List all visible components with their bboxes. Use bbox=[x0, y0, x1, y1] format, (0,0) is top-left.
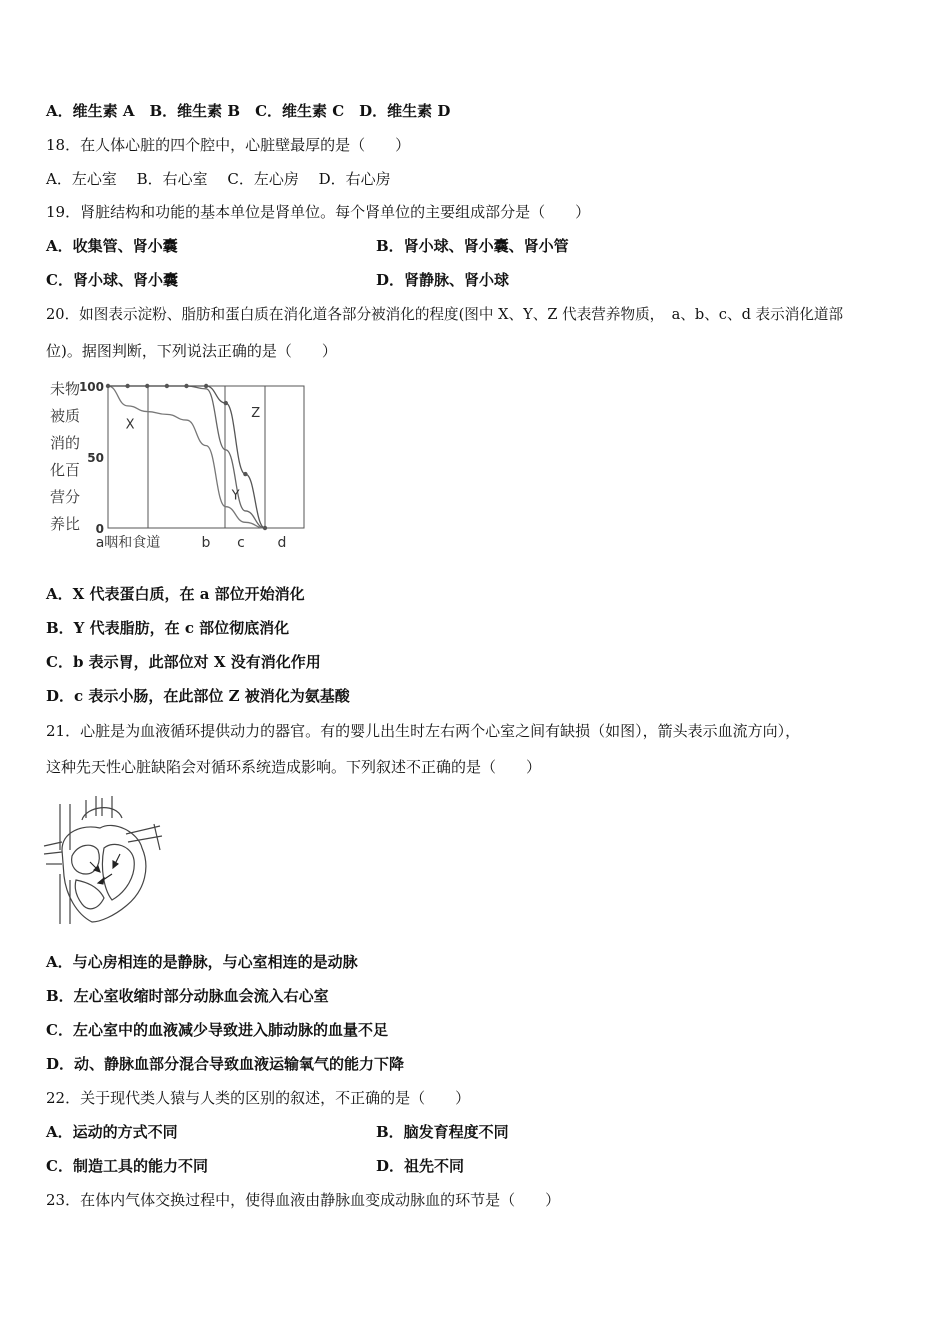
q18-stem: 18．在人体心脏的四个腔中，心脏壁最厚的是（ ） bbox=[46, 136, 411, 154]
x-tick-label: a咽和食道 bbox=[95, 535, 161, 551]
aorta-branch-2 bbox=[102, 796, 112, 818]
q20-stem-line2: 位)。据图判断，下列说法正确的是（ ） bbox=[46, 342, 337, 360]
q22-option-c: C．制造工具的能力不同 bbox=[46, 1157, 208, 1175]
plot-frame bbox=[108, 386, 304, 528]
y-tick-label: 0 bbox=[95, 522, 104, 536]
pulmonary-vein-left bbox=[44, 842, 62, 854]
q20-stem-line1: 20．如图表示淀粉、脂肪和蛋白质在消化道各部分被消化的程度(图中 X、Y、Z 代表营养物质， a、b、c、d 表示消化道部 bbox=[46, 306, 844, 323]
q21-option-c: C．左心室中的血液减少导致进入肺动脉的血量不足 bbox=[46, 1021, 388, 1039]
series-point-z bbox=[184, 384, 188, 388]
y-axis-ticks bbox=[79, 380, 104, 536]
y-label-char-row: 养比 bbox=[50, 515, 81, 533]
y-tick-label: 50 bbox=[87, 451, 104, 465]
q18-options: A．左心室 B．右心室 C．左心房 D．右心房 bbox=[46, 170, 391, 188]
series-point-z bbox=[106, 384, 110, 388]
y-tick-label: 100 bbox=[78, 380, 104, 394]
y-label-char-row: 化百 bbox=[50, 461, 81, 479]
q17-options: A．维生素 A B．维生素 B C．维生素 C D．维生素 D bbox=[46, 102, 451, 120]
x-tick-label: d bbox=[277, 535, 287, 551]
q21-stem-line1: 21．心脏是为血液循环提供动力的器官。有的婴儿出生时左右两个心室之间有缺损（如图），箭头表示血流方向）， bbox=[46, 722, 801, 740]
q19-option-b: B．肾小球、肾小囊、肾小管 bbox=[376, 237, 569, 255]
y-label-char-row: 消的 bbox=[50, 434, 81, 452]
y-label-char-row: 营分 bbox=[50, 488, 81, 506]
series-point-z bbox=[243, 472, 247, 476]
series-point-z bbox=[165, 384, 169, 388]
q23-stem: 23．在体内气体交换过程中，使得血液由静脉血变成动脉血的环节是（ ） bbox=[46, 1191, 561, 1209]
aorta-branch bbox=[86, 796, 96, 818]
x-tick-label: c bbox=[237, 535, 245, 551]
q21-option-d: D．动、静脉血部分混合导致血液运输氧气的能力下降 bbox=[46, 1055, 405, 1073]
heart-diagram bbox=[42, 790, 174, 928]
series-label-y: Y bbox=[231, 488, 240, 504]
x-axis-labels bbox=[96, 535, 287, 551]
shunt-arrow-head bbox=[98, 878, 104, 884]
x-tick-label: b bbox=[201, 535, 211, 551]
q20-option-a: A．X 代表蛋白质，在 a 部位开始消化 bbox=[46, 585, 305, 603]
series-label-x: X bbox=[125, 417, 135, 433]
q22-option-b: B．脑发育程度不同 bbox=[376, 1123, 509, 1141]
y-axis-label bbox=[50, 380, 80, 533]
q20-option-d: D．c 表示小肠，在此部位 Z 被消化为氨基酸 bbox=[46, 687, 350, 705]
q22-option-d: D．祖先不同 bbox=[376, 1157, 465, 1175]
vena-cava-superior bbox=[60, 804, 70, 850]
digestion-chart bbox=[44, 374, 310, 558]
q21-option-a: A．与心房相连的是静脉，与心室相连的是动脉 bbox=[46, 953, 358, 971]
series-point-z bbox=[204, 384, 208, 388]
series-label-z: Z bbox=[251, 406, 261, 422]
q19-option-d: D．肾静脉、肾小球 bbox=[376, 271, 510, 289]
series-point-z bbox=[125, 384, 129, 388]
q20-option-b: B．Y 代表脂肪，在 c 部位彻底消化 bbox=[46, 619, 290, 637]
series-point-z bbox=[224, 401, 228, 405]
series-point-z bbox=[145, 384, 149, 388]
left-ventricle bbox=[102, 844, 134, 900]
flow-arrow-1-head bbox=[113, 861, 118, 868]
y-label-char-row: 被质 bbox=[50, 407, 81, 425]
q19-option-a: A．收集管、肾小囊 bbox=[46, 237, 178, 255]
q21-stem-line2: 这种先天性心脏缺陷会对循环系统造成影响。下列叙述不正确的是（ ） bbox=[46, 758, 542, 776]
right-ventricle bbox=[75, 880, 104, 909]
q22-stem: 22．关于现代类人猿与人类的区别的叙述，不正确的是（ ） bbox=[46, 1089, 471, 1107]
series-point-z bbox=[263, 526, 267, 530]
series-line-y bbox=[108, 386, 265, 528]
q20-option-c: C．b 表示胃，此部位对 X 没有消化作用 bbox=[46, 653, 321, 671]
q21-option-b: B．左心室收缩时部分动脉血会流入右心室 bbox=[46, 987, 329, 1005]
q19-option-c: C．肾小球、肾小囊 bbox=[46, 271, 178, 289]
q22-option-a: A．运动的方式不同 bbox=[46, 1123, 178, 1141]
q19-stem: 19．肾脏结构和功能的基本单位是肾单位。每个肾单位的主要组成部分是（ ） bbox=[46, 203, 591, 221]
y-label-char-row: 未物 bbox=[50, 380, 81, 398]
